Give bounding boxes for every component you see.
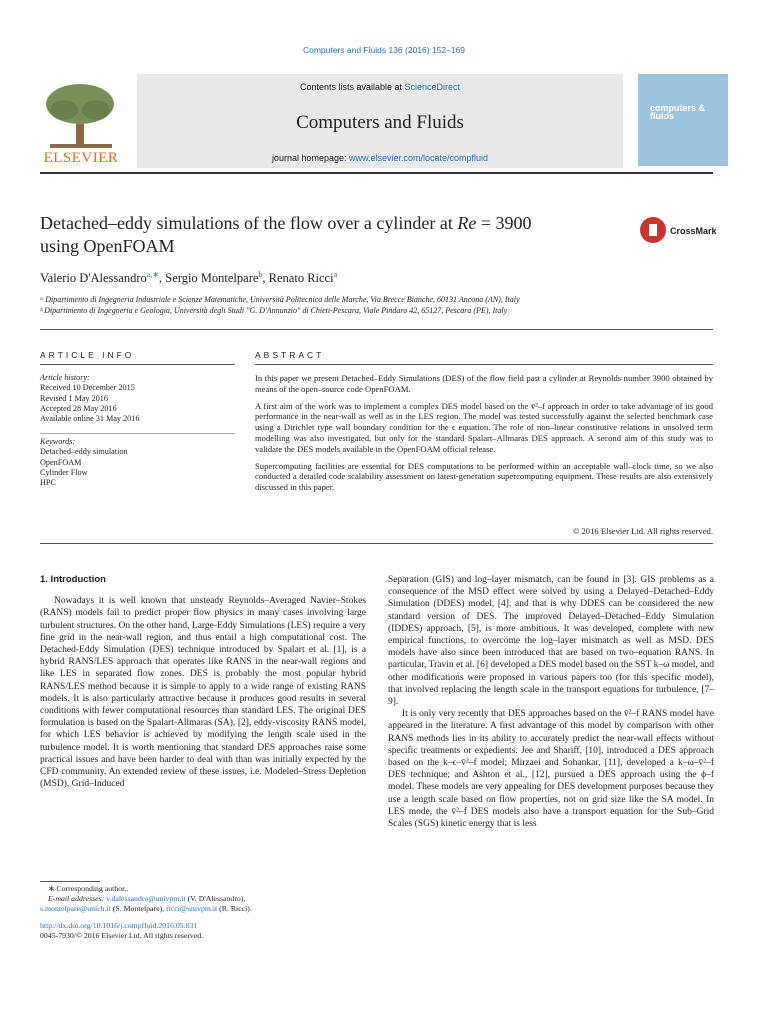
author-name: Renato Ricci <box>268 271 334 286</box>
history-item: Received 10 December 2015 <box>40 383 135 393</box>
keywords-label: Keywords: <box>40 437 76 446</box>
email-owner: (S. Montelpare), <box>110 904 167 913</box>
body-right-column <box>388 574 714 830</box>
title-re: Re <box>457 213 477 233</box>
journal-title: Computers and Fluids <box>296 112 464 133</box>
abstract-copyright: © 2016 Elsevier Ltd. All rights reserved. <box>572 526 713 536</box>
header-rule <box>40 172 713 174</box>
abstract-body <box>255 373 713 499</box>
email-line-2 <box>40 904 366 914</box>
journal-homepage <box>137 153 623 163</box>
author-sup[interactable]: b <box>258 270 263 279</box>
email-owner: (R. Ricci). <box>217 904 252 913</box>
email-link[interactable]: v.dalessandro@univpm.it <box>106 894 186 903</box>
email-link[interactable]: ricci@univpm.it <box>166 904 218 913</box>
author-name: Valerio D'Alessandro <box>40 271 147 286</box>
article-info-heading: ARTICLE INFO <box>40 350 135 360</box>
keyword: Detached–eddy simulation <box>40 447 128 457</box>
footnotes <box>40 884 366 941</box>
abstract-paragraph: Supercomputing facilities are essential for DES computations to be performed within an acceptable wall–clock time, so we also conducted a detailed code scalability assessment on latest-generation supercomputing equipment. These results are also extensively discussed in this paper. <box>255 460 713 493</box>
journal-reference[interactable]: Computers and Fluids 136 (2016) 152–169 <box>302 45 466 55</box>
abstract-heading: ABSTRACT <box>255 350 325 360</box>
article-info-rule <box>40 364 235 365</box>
affiliation-b: ᵇ Dipartimento di Ingegneria e Geologia, Università degli Studi "G. D'Annunzio" di Chieti-Pescara, Viale Pindaro 42, 65127, Pescara (PE), Italy <box>40 306 508 315</box>
sciencedirect-link[interactable]: ScienceDirect <box>404 82 461 92</box>
article-title <box>40 212 630 258</box>
corresponding-author-note: ∗ Corresponding author.. <box>48 884 129 893</box>
body-paragraph: Nowadays it is well known that unsteady Reynolds–Averaged Navier–Stokes (RANS) models fail to predict proper flow physics in many cases involving large turbulent structures. On the other hand, Large-Eddy Simulations (LES) require a very fine grid in the near-wall region, and thus entail a high computational cost. The Detached-Eddy Simulation (DES) technique introduced by Spalart et al. [1], is a hybrid RANS/LES approach that operates like RANS in the near-wall regions and like LES in separated flow zones. DES is probably the most popular hybrid RANS/LES method because it is simple to apply to a wide range of existing RANS models. It is also particularly attractive because it produces good results in several conditions with fewer computational resources than standard LES. The original DES formulation is based on the Spalart-Allmaras (SA), [2], eddy-viscosity RANS model, for which LES behavior is achieved by modifying the length scale used in the turbulence model. It is worth mentioning that standard DES approaches raise some practical issues and have been harder to deal with than was initially expected by the CFD community. An extended review of these issues, i.e. Modeled–Stress Depletion (MSD), Grid–Induced <box>40 596 366 790</box>
crossmark-label[interactable]: CrossMark <box>670 226 717 236</box>
keywords <box>40 437 128 488</box>
history-item: Accepted 28 May 2016 <box>40 403 117 413</box>
publisher-name: ELSEVIER <box>43 150 119 166</box>
issn-copyright: 0045-7930/© 2016 Elsevier Ltd. All rights reserved. <box>40 931 204 940</box>
email-link[interactable]: s.montelpare@unich.it <box>40 904 111 913</box>
keyword: Cylinder Flow <box>40 467 88 477</box>
contents-prefix: Contents lists available at <box>299 82 405 92</box>
title-line2: using OpenFOAM <box>40 236 175 256</box>
body-paragraph: Separation (GIS) and log–layer mismatch, can be found in [3]. GIS problems as a consequence of the MSD effect were solved by using a Delayed–Detached–Eddy Simulation (DDES) model, [4], and that is why DDES can be considered the new standard version of DES. The improved Delayed–Detached–Eddy Simulation (IDDES) approach, [5], is more ambitious. It was developed, complete with new empirical functions, to overcome the log–layer mismatch as well as MSD. DES models have also since been introduced that are based on two–equation RANS. In particular, Travin et al. [6] developed a DES model based on the SST k–ω model, and other modifications were proposed in various papers too (for this specific model), that involved replacing the length scale in the transport equations for turbulence, [7–9]. <box>388 575 714 708</box>
email-owner: (V. D'Alessandro), <box>185 894 246 903</box>
abstract-bottom-rule <box>40 543 713 544</box>
author-list: Valerio D'Alessandro$^{a,∗}$, Sergio Montelpare$^b$, Renato Ricci$^a$ <box>40 270 338 286</box>
homepage-prefix: journal homepage: <box>271 153 349 163</box>
crossmark-bookmark-icon <box>649 224 657 236</box>
history-item: Available online 31 May 2016 <box>40 414 140 424</box>
author-sup[interactable]: a,∗ <box>146 270 160 279</box>
history-item: Revised 1 May 2016 <box>40 393 108 403</box>
author-name: Sergio Montelpare <box>165 271 259 286</box>
intro-heading: 1. Introduction <box>40 574 106 585</box>
body-left-column <box>40 574 366 790</box>
abstract-rule <box>255 364 713 365</box>
email-label: E-mail addresses: <box>48 894 107 903</box>
article-history <box>40 373 139 424</box>
history-label: Article history: <box>40 373 90 382</box>
abstract-paragraph: A first aim of the work was to implement a complex DES model based on the v̄²–f approach in order to take advantage of its good performance in the near-wall as well as in the LES region. The model was tested successfully against the selected benchmark case using a Dirichlet type wall boundary condition for the ϵ equation. The role of non–linear constitutive relations in unsolved term modelling was also investigated, but only for the standard Spalart–Allmaras DES approach. A second aim of this study was to validate the DES models available in the OpenFOAM official release. <box>255 400 713 454</box>
keywords-rule <box>40 433 235 434</box>
contents-line <box>137 82 623 92</box>
footnote-rule <box>40 881 100 882</box>
body-paragraph: It is only very recently that DES approaches based on the v̄²–f RANS model have appeared in the literature. A first advantage of this model by comparison with other RANS methods lies in its ability to accurately predict the near-wall effects without specific treatments or expedients. Jee and Shariff, [10], introduced a DES approach based on the k–ϵ–v̄²–f model; Mirzaei and Sohankar, [11], developed a k–ω–v̄²–f DES technique; and Ashton et al., [12], pursued a DES approach using the ϕ–f model. These models are very appealing for DES development purposes because they use a length scale based on flow properties, not on grid size like the SA model. In LES mode, the v̄²–f DES models also have a transport equation for the Sub–Grid Scales (SGS) kinetic energy that is less <box>388 709 714 830</box>
keyword: HPC <box>40 478 56 488</box>
homepage-link[interactable]: www.elsevier.com/locate/compfluid <box>349 153 489 163</box>
affiliation-rule <box>40 329 713 330</box>
abstract-paragraph: In this paper we present Detached–Eddy Simulations (DES) of the flow field past a cylinder at Reynolds number 3900 obtained by means of the open–source code OpenFOAM. <box>255 373 713 394</box>
author-sup[interactable]: a <box>333 270 338 279</box>
affiliation-a: ᵃ Dipartimento di Ingegneria Industriale e Scienze Matematiche, Università Politecnica delle Marche, Via Brecce Bianche, 60131 Ancona (AN), Italy <box>40 295 520 304</box>
doi-link[interactable]: http://dx.doi.org/10.1016/j.compfluid.2016.05.031 <box>40 921 198 930</box>
title-text: Detached–eddy simulations of the flow over a cylinder at <box>40 213 458 233</box>
email-line <box>40 894 366 904</box>
cover-title: computers & fluids <box>650 103 706 121</box>
keyword: OpenFOAM <box>40 457 82 467</box>
title-value: = 3900 <box>476 213 532 233</box>
